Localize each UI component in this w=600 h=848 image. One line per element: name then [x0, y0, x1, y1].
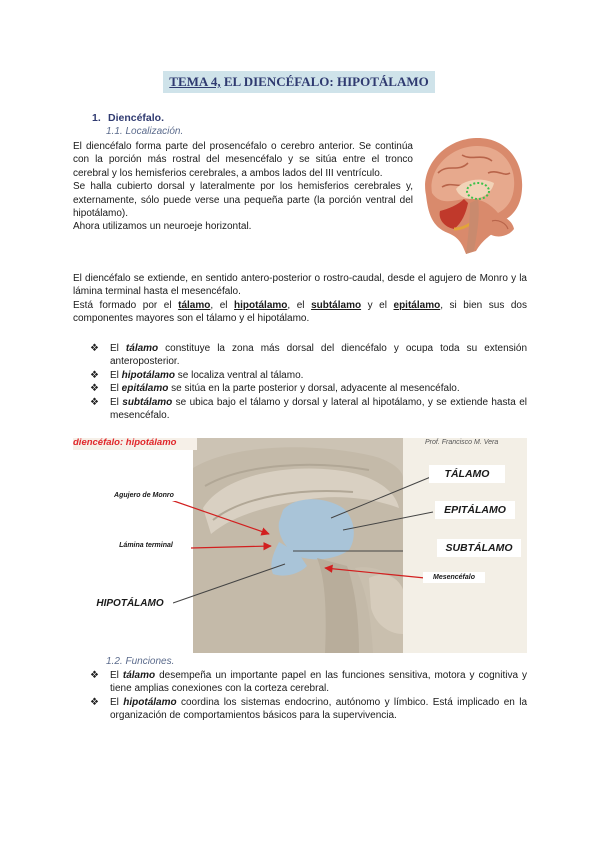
paragraph-5-tail: , si bien sus dos componentes mayores son el tálamo y el hipotálamo. — [73, 299, 527, 325]
paragraph-2: Se halla cubierto dorsal y lateralmente por los hemisferios cerebrales y, externamente, sólo puede verse una pequeña parte (la porción ventral del hipotálamo). — [73, 181, 413, 220]
paragraph-5-lead: Está formado por el — [73, 299, 179, 311]
list-item-lead: El — [110, 383, 122, 395]
label-mesencefalo: Mesencéfalo — [423, 572, 485, 583]
label-talamo: TÁLAMO — [429, 465, 505, 483]
list-item-term: subtálamo — [122, 396, 173, 408]
list-item-text: se localiza ventral al tálamo. — [175, 369, 304, 381]
term-epitalamo: epitálamo — [393, 299, 441, 311]
list-item — [76, 369, 527, 382]
paragraph-5 — [73, 299, 527, 326]
diencephalon-diagram — [73, 438, 527, 653]
list-item-text: coordina los sistemas endocrino, autónomo y límbico. Está implicado en la organización de comportamientos básicos para la supervivencia. — [110, 696, 527, 722]
page-title — [163, 74, 435, 90]
label-agujero-monro: Agujero de Monro — [101, 490, 187, 501]
list-item-text: desempeña un importante papel en las funciones sensitiva, motora y cognitiva y tiene amplias conexiones con la corteza cerebral. — [110, 670, 527, 695]
figure-credit: Prof. Francisco M. Vera — [425, 439, 499, 446]
diagram-header: diencéfalo: hipotálamo — [73, 437, 177, 448]
label-hipotalamo: HIPOTÁLAMO — [87, 595, 173, 612]
list-item-term: epitálamo — [121, 383, 169, 395]
list-item-lead: El — [110, 369, 122, 381]
list-item-text: constituye la zona más dorsal del diencéfalo y ocupa toda su extensión anteroposterior. — [110, 343, 528, 368]
separator: , el — [287, 299, 312, 311]
subheading-localizacion: 1.1. Localización. — [106, 126, 184, 137]
term-hipotalamo: hipotálamo — [234, 299, 288, 311]
list-item-lead: El — [110, 670, 123, 681]
bullet-icon: ❖ — [90, 670, 99, 681]
paragraph-1: El diencéfalo forma parte del prosencéfalo o cerebro anterior. Se continúa con la porción más rostral del mesencéfalo y se sitúa entre el tronco cerebral y los hemisferios cerebrales, a ambos lados del III ventrículo. — [73, 141, 413, 179]
separator: , el — [210, 299, 235, 311]
list-item-text: se ubica bajo el tálamo y dorsal y lateral al hipotálamo, y se extiende hasta el mesencéfalo. — [110, 396, 527, 422]
list-item — [76, 382, 527, 395]
list-item-lead: El — [110, 396, 123, 408]
localizacion-block — [73, 140, 413, 234]
list-item-term: hipotálamo — [123, 696, 177, 708]
components-list — [76, 342, 527, 422]
extension-block — [73, 272, 527, 326]
bullet-icon: ❖ — [90, 696, 99, 708]
label-epitalamo: EPITÁLAMO — [435, 501, 515, 519]
functions-list — [76, 669, 527, 723]
paragraph-4: El diencéfalo se extiende, en sentido antero-posterior o rostro-caudal, desde el agujero de Monro y la lámina terminal hasta el mesencéfalo. — [73, 273, 527, 298]
list-item-term: hipotálamo — [121, 369, 176, 381]
list-item — [76, 396, 527, 423]
title-prefix: TEMA 4, — [169, 74, 221, 89]
list-item-term: tálamo — [122, 670, 156, 681]
bullet-icon: ❖ — [90, 396, 99, 408]
list-item — [76, 342, 527, 369]
section-heading — [92, 112, 164, 124]
section-number: 1. — [92, 112, 101, 124]
bullet-icon: ❖ — [90, 369, 99, 381]
paragraph-3: Ahora utilizamos un neuroeje horizontal. — [73, 221, 252, 233]
brain-sagittal-illustration — [418, 133, 526, 257]
list-item-lead: El — [110, 343, 126, 354]
list-item-term: tálamo — [125, 343, 159, 354]
label-subtalamo: SUBTÁLAMO — [437, 539, 521, 557]
list-item-lead: El — [110, 696, 124, 708]
section-label: Diencéfalo. — [108, 112, 165, 124]
subheading-funciones: 1.2. Funciones. — [106, 656, 175, 667]
bullet-icon: ❖ — [90, 383, 99, 395]
separator: y el — [361, 299, 394, 311]
bullet-icon: ❖ — [90, 343, 99, 354]
title-rest: EL DIENCÉFALO: HIPOTÁLAMO — [220, 74, 429, 89]
list-item — [76, 696, 527, 723]
list-item — [76, 669, 527, 696]
list-item-text: se sitúa en la parte posterior y dorsal, adyacente al mesencéfalo. — [168, 383, 460, 395]
label-lamina-terminal: Lámina terminal — [103, 540, 189, 551]
term-subtalamo: subtálamo — [311, 299, 362, 311]
term-talamo: tálamo — [178, 299, 211, 311]
